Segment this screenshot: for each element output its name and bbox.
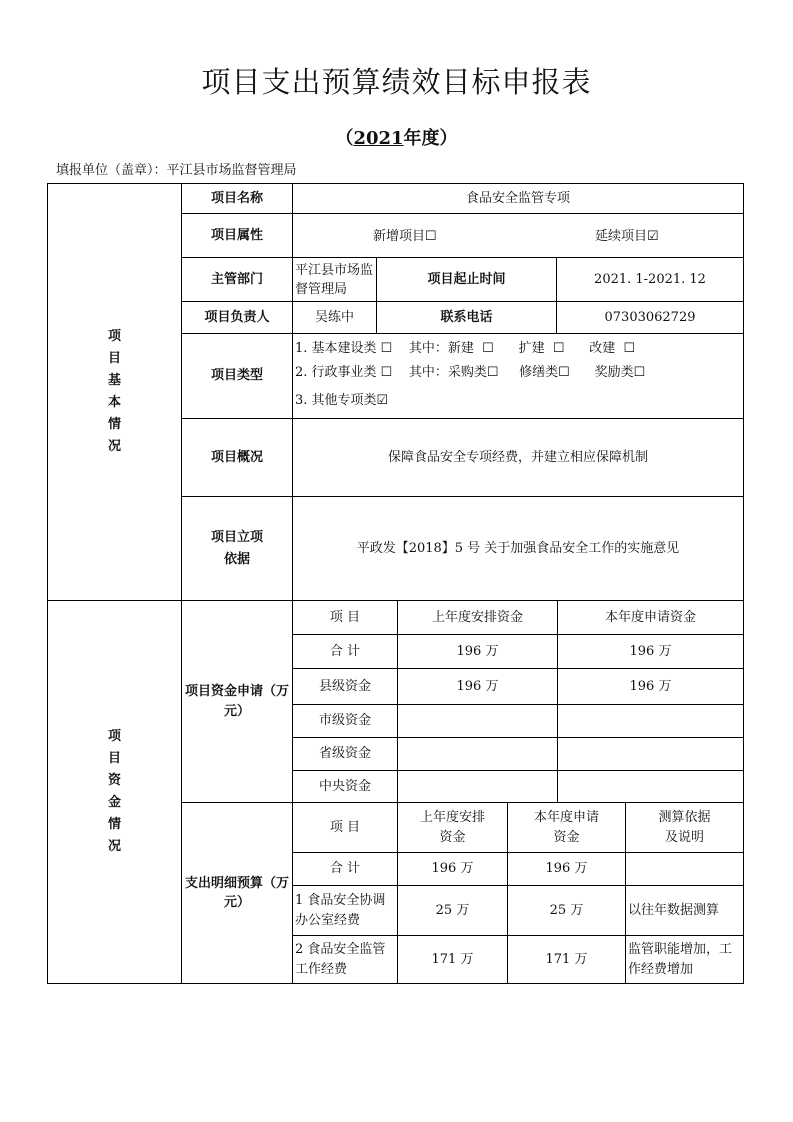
apply-row-this [557, 737, 744, 771]
detail-header-this: 本年度申请资金 [507, 802, 626, 853]
phone-label: 联系电话 [376, 301, 557, 334]
reporting-unit: 填报单位（盖章）：平江县市场监督管理局 [56, 163, 297, 178]
funds-label-char: 情 [107, 817, 121, 832]
year-value: 2021 [353, 128, 404, 149]
type-line-3: 3. 其他专项类☑ [295, 393, 389, 408]
period-label: 项目起止时间 [376, 257, 557, 302]
apply-header-last: 上年度安排资金 [397, 600, 558, 635]
detail-header-last: 上年度安排资金 [397, 802, 508, 853]
apply-row-last: 196 万 [397, 634, 558, 669]
apply-row-label: 省级资金 [292, 737, 398, 771]
phone-value: 07303062729 [556, 301, 744, 334]
funds-label-char: 金 [107, 795, 121, 810]
detail-row-basis: 以往年数据测算 [625, 885, 744, 936]
detail-row-basis [625, 852, 744, 886]
detail-row-last: 25 万 [397, 885, 508, 936]
detail-row-this: 196 万 [507, 852, 626, 886]
basis-value: 平政发【2018】5 号 关于加强食品安全工作的实施意见 [292, 496, 744, 601]
attr-new-checkbox: ☐ [425, 229, 437, 244]
apply-header-this: 本年度申请资金 [557, 600, 744, 635]
funds-section-label [47, 600, 182, 984]
dept-value: 平江县市场监督管理局 [292, 257, 377, 302]
basic-section-label [47, 183, 182, 601]
period-value: 2021. 1-2021. 12 [556, 257, 744, 302]
basic-label-char: 本 [107, 395, 121, 410]
apply-header-item: 项 目 [292, 600, 398, 635]
overview-value: 保障食品安全专项经费，并建立相应保障机制 [292, 418, 744, 497]
basis-label-line: 项目立项 [210, 529, 263, 545]
basic-label-char: 况 [107, 439, 121, 454]
funds-label-char: 项 [107, 729, 121, 744]
detail-row-label: 2 食品安全监管工作经费 [292, 935, 398, 984]
form-title: 项目支出预算绩效目标申报表 [201, 65, 592, 99]
apply-row-this [557, 770, 744, 803]
apply-row-this: 196 万 [557, 668, 744, 705]
leader-label: 项目负责人 [181, 301, 293, 334]
overview-label: 项目概况 [181, 418, 293, 497]
apply-row-this [557, 704, 744, 738]
funds-label-char: 资 [107, 773, 121, 788]
type-label: 项目类型 [181, 333, 293, 419]
detail-row-label: 1 食品安全协调办公室经费 [292, 885, 398, 936]
attr-new-label: 新增项目 [373, 229, 426, 244]
type-line-2: 2. 行政事业类 ☐ 其中：采购类☐ 修缮类☐ 奖励类☐ [295, 365, 646, 380]
detail-row-last: 196 万 [397, 852, 508, 886]
funds-label-char: 况 [107, 839, 121, 854]
detail-row-label: 合 计 [292, 852, 398, 886]
detail-row-this: 25 万 [507, 885, 626, 936]
apply-row-label: 县级资金 [292, 668, 398, 705]
apply-row-label: 市级资金 [292, 704, 398, 738]
attr-cont-checkbox: ☑ [647, 229, 659, 244]
funds-label-char: 目 [107, 751, 121, 766]
attr-cont [595, 227, 659, 247]
year-open: （ [335, 128, 354, 149]
apply-row-label: 合 计 [292, 634, 398, 669]
basic-label-char: 情 [107, 417, 121, 432]
detail-header-basis: 测算依据及说明 [625, 802, 744, 853]
detail-row-last: 171 万 [397, 935, 508, 984]
apply-row-last [397, 737, 558, 771]
detail-budget-label: 支出明细预算（万元） [181, 802, 293, 984]
type-options [292, 333, 744, 419]
basic-label-char: 项 [107, 329, 121, 344]
project-name-label: 项目名称 [181, 183, 293, 214]
basis-label-line: 依据 [223, 551, 250, 567]
basis-label [181, 496, 293, 601]
attr-cont-label: 延续项目 [595, 229, 648, 244]
apply-row-last [397, 704, 558, 738]
funds-apply-label: 项目资金申请（万元） [181, 600, 293, 803]
detail-row-basis: 监管职能增加，工作经费增加 [625, 935, 744, 984]
type-line-1: 1. 基本建设类 ☐ 其中：新建 ☐ 扩建 ☐ 改建 ☐ [295, 341, 636, 356]
dept-label: 主管部门 [181, 257, 293, 302]
detail-row-this: 171 万 [507, 935, 626, 984]
project-name-value: 食品安全监管专项 [292, 183, 744, 214]
leader-value: 吴练中 [292, 301, 377, 334]
basic-label-char: 基 [107, 373, 121, 388]
year-suffix: 年度） [403, 128, 458, 149]
apply-row-last: 196 万 [397, 668, 558, 705]
detail-header-item: 项 目 [292, 802, 398, 853]
apply-row-this: 196 万 [557, 634, 744, 669]
form-year [0, 124, 793, 150]
project-attr-label: 项目属性 [181, 213, 293, 258]
attr-new [373, 227, 437, 247]
basic-label-char: 目 [107, 351, 121, 366]
project-attr-value [292, 213, 744, 258]
apply-row-label: 中央资金 [292, 770, 398, 803]
apply-row-last [397, 770, 558, 803]
